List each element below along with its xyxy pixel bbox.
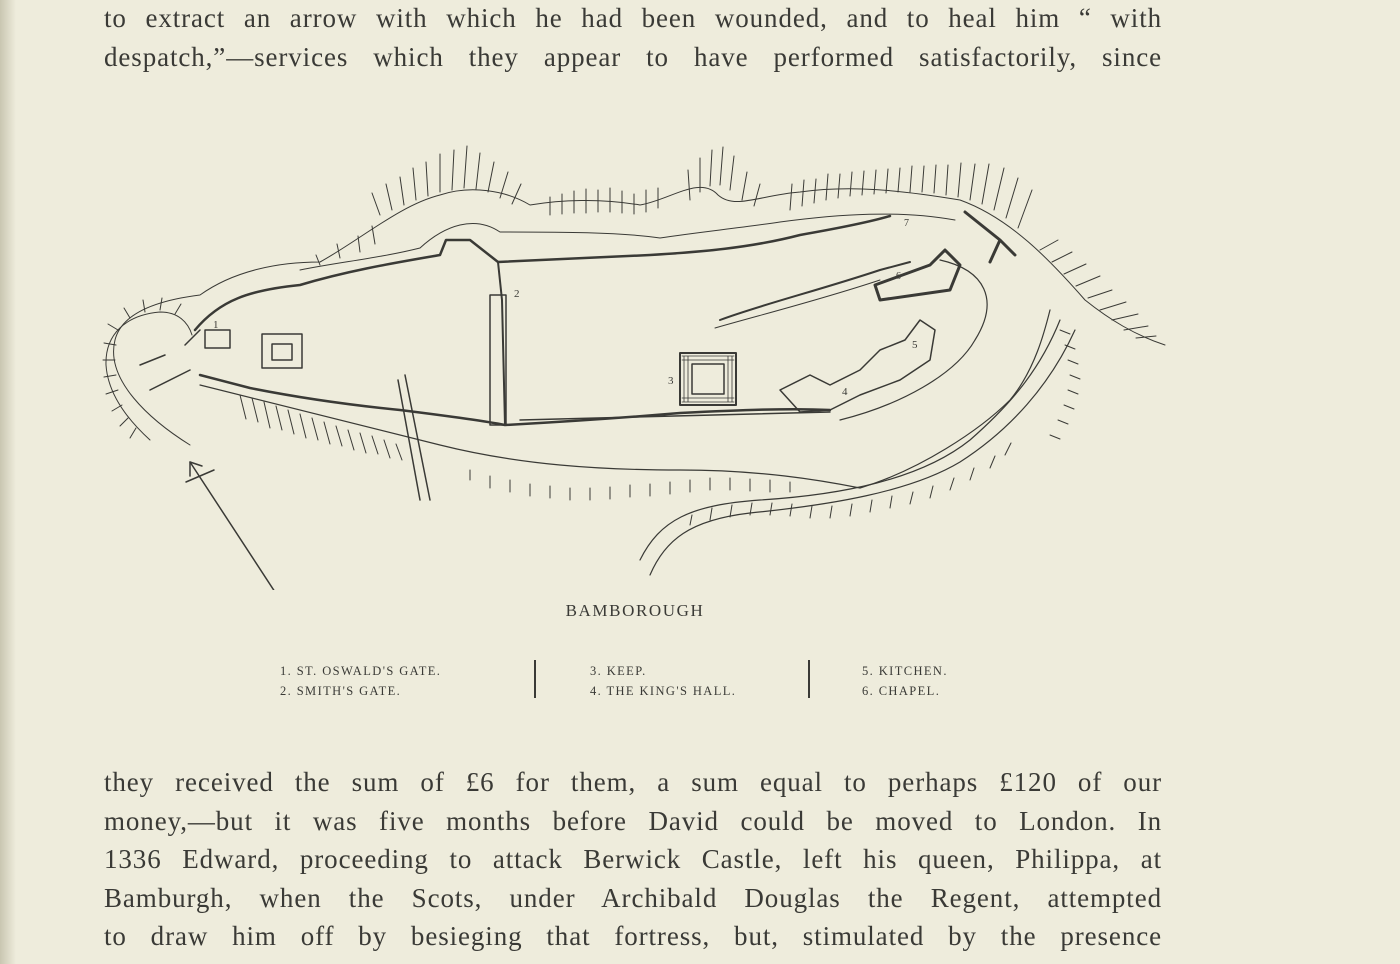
plan-marker-5: 5	[912, 339, 918, 351]
plan-marker-3: 3	[668, 375, 674, 387]
chapel	[875, 250, 960, 300]
legend-entry: 3. KEEP.	[590, 664, 647, 678]
plan-marker-1: 1	[213, 319, 219, 331]
legend-entry: 2. SMITH'S GATE.	[280, 684, 402, 698]
plan-marker-6: 6	[896, 271, 901, 282]
keep-inner	[692, 364, 724, 394]
legend-entry: 4. THE KING'S HALL.	[590, 684, 737, 698]
slope-hatching-north	[316, 146, 1156, 338]
north-arrow-head	[186, 462, 214, 482]
text-line: to extract an arrow with which he had been wounded, and to heal him “ with	[104, 3, 1162, 33]
slope-hatching-south	[240, 330, 1080, 525]
outer-cliff-outline	[114, 187, 1165, 445]
west-tower-inner	[272, 344, 292, 360]
approach-road	[200, 310, 1050, 488]
west-gate-path	[140, 330, 200, 390]
text-line: money,—but it was five months before David could be moved to London. In	[104, 805, 1162, 836]
kings-hall-buildings	[780, 320, 935, 412]
north-range	[720, 262, 910, 320]
text-line: they received the sum of £6 for them, a sum equal to perhaps £120 of our	[104, 767, 1162, 797]
keep-hatching	[682, 356, 734, 402]
paragraph-before-figure	[104, 0, 1162, 76]
curtain-wall-north	[498, 216, 890, 262]
st-oswalds-gate	[205, 330, 230, 348]
page-gutter-shadow	[0, 0, 16, 964]
north-arrow-shaft	[190, 462, 275, 590]
curtain-wall-west	[195, 240, 498, 330]
diagonal-path	[398, 375, 430, 500]
east-gate	[965, 212, 1015, 262]
legend-entry: 6. CHAPEL.	[862, 684, 941, 698]
castle-plan-illustration	[90, 120, 1175, 590]
slope-hatching-west	[103, 298, 181, 438]
plan-marker-2: 2	[514, 288, 520, 300]
legend-divider	[808, 660, 810, 698]
figure-caption: BAMBOROUGH	[565, 601, 705, 620]
west-tower-outer	[262, 334, 302, 368]
legend-column	[862, 661, 948, 699]
inner-ward-wall	[498, 262, 505, 425]
text-line: despatch,”—services which they appear to have performed satisfactorily, since	[104, 41, 1162, 72]
text-line: to draw him off by besieging that fortress, but, stimulated by the presence	[104, 921, 1162, 951]
text-line: 1336 Edward, proceeding to attack Berwick Castle, left his queen, Philippa, at	[104, 844, 1162, 874]
legend-entry: 5. KITCHEN.	[862, 664, 948, 678]
legend-entry: 1. ST. OSWALD'S GATE.	[280, 664, 442, 678]
legend-column	[280, 661, 441, 699]
paragraph-after-figure	[104, 763, 1162, 956]
legend-divider	[534, 660, 536, 698]
plan-marker-7: 7	[904, 218, 909, 229]
legend-column	[590, 661, 736, 699]
plan-marker-4: 4	[842, 386, 848, 398]
north-range-inner	[715, 280, 880, 328]
text-line: Bamburgh, when the Scots, under Archibald Douglas the Regent, attempted	[104, 882, 1162, 913]
